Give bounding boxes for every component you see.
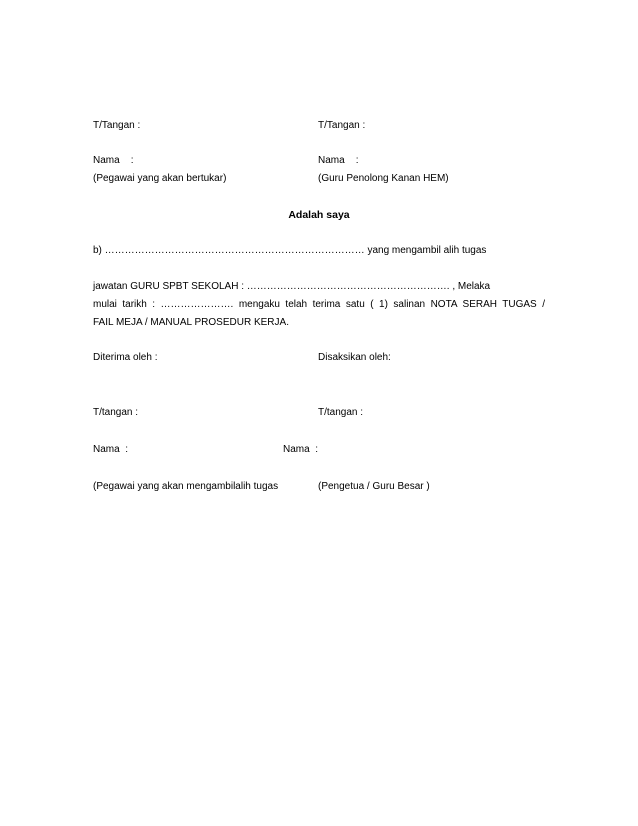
receipt-signature-right: T/tangan : [318,407,364,418]
receipt-role-left: (Pegawai yang akan mengambilalih tugas [93,481,279,492]
section-heading: Adalah saya [288,209,350,221]
paragraph-line-2: jawatan GURU SPBT SEKOLAH : ……………………………………………………. , Melaka [93,281,491,292]
paragraph-line-3: mulai tarikh : …………………. mengaku telah terima satu ( 1) salinan NOTA SERAH TUGAS / [93,299,545,310]
handover-signature-right: T/Tangan : [318,120,366,131]
receipt-name-left: Nama : [93,444,129,455]
handover-name-left: Nama : [93,155,134,166]
handover-role-left: (Pegawai yang akan bertukar) [93,173,227,184]
paragraph-line-1: b) …………………………………………………………………… yang mengambil alih tugas [93,245,487,256]
handover-signature-left: T/Tangan : [93,120,141,131]
witnessed-by-label: Disaksikan oleh: [318,352,391,363]
receipt-name-right: Nama : [283,444,319,455]
received-by-label: Diterima oleh : [93,352,158,363]
handover-role-right: (Guru Penolong Kanan HEM) [318,173,449,184]
receipt-signature-left: T/tangan : [93,407,139,418]
paragraph-line-4: FAIL MEJA / MANUAL PROSEDUR KERJA. [93,317,289,328]
receipt-role-right: (Pengetua / Guru Besar ) [318,481,430,492]
handover-name-right: Nama : [318,155,359,166]
